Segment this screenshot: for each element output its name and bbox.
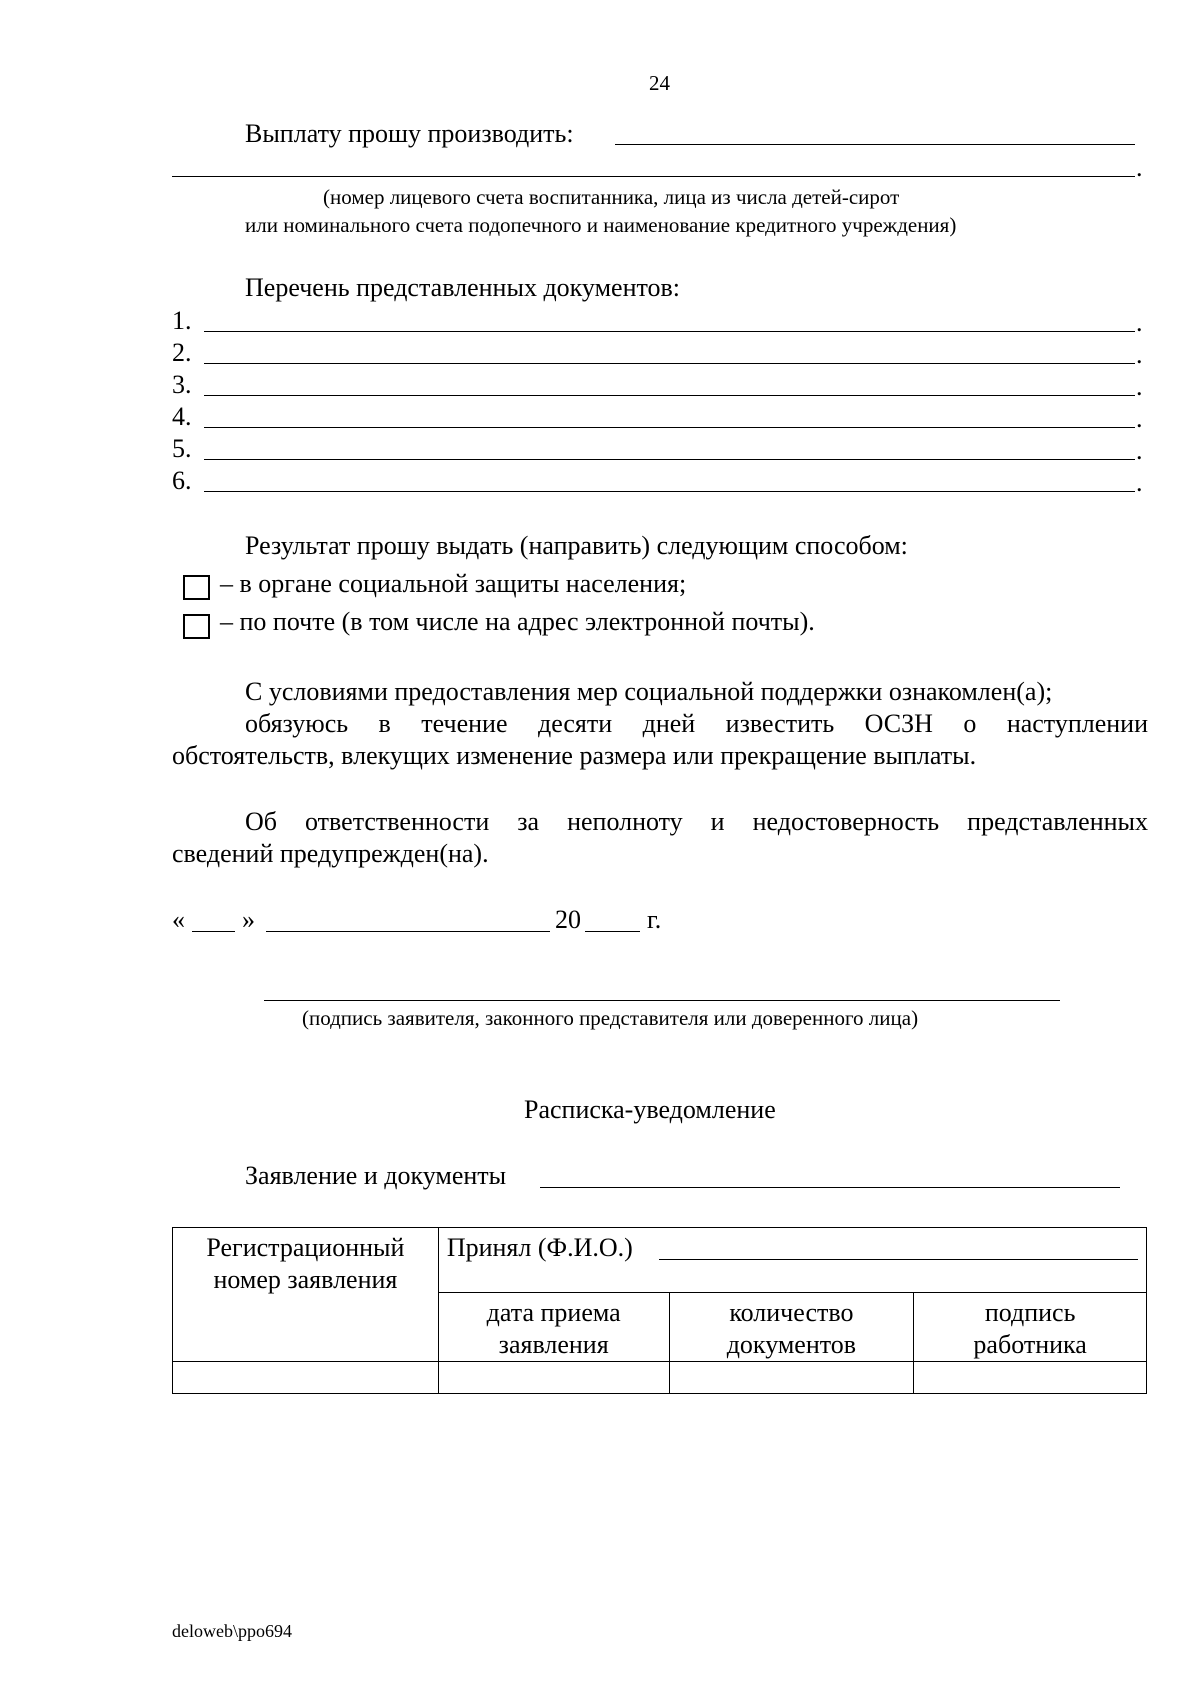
mail-option-checkbox[interactable]	[183, 614, 210, 639]
mail-option-label: – по почте (в том числе на адрес электронной почты).	[220, 607, 815, 636]
date-cell[interactable]	[438, 1362, 669, 1394]
date-close-quote: »	[242, 905, 255, 934]
line-end-dot: .	[1136, 372, 1143, 401]
accepted-cell	[438, 1228, 1146, 1293]
year-input-line[interactable]	[585, 931, 640, 932]
reg-number-header-line2: номер заявления	[213, 1265, 398, 1294]
sign-header-line2: работника	[973, 1330, 1087, 1359]
line-end-dot: .	[1136, 468, 1143, 497]
office-option-label: – в органе социальной защиты населения;	[220, 569, 687, 598]
document-item-number: 1.	[172, 306, 192, 335]
documents-title: Перечень представленных документов:	[245, 273, 681, 302]
result-title: Результат прошу выдать (направить) следующим способом:	[245, 531, 908, 560]
conditions-line1: С условиями предоставления мер социальной поддержки ознакомлен(а);	[245, 677, 1053, 706]
signature-input-line[interactable]	[264, 1000, 1060, 1001]
document-item-number: 5.	[172, 434, 192, 463]
accepted-label: Принял (Ф.И.О.)	[446, 1233, 633, 1262]
statement-label: Заявление и документы	[245, 1161, 507, 1190]
document-input-line[interactable]	[204, 491, 1135, 492]
page-number: 24	[649, 71, 670, 95]
line-end-dot: .	[1136, 340, 1143, 369]
document-input-line[interactable]	[204, 363, 1135, 364]
reg-number-header-cell	[173, 1228, 439, 1362]
month-input-line[interactable]	[266, 931, 550, 932]
footer-code: deloweb\ppo694	[172, 1621, 292, 1641]
date-header-line1: дата приема	[486, 1298, 621, 1327]
count-header-line2: документов	[726, 1330, 857, 1359]
year-suffix: г.	[647, 905, 662, 934]
line-end-dot: .	[1136, 308, 1143, 337]
receipt-title: Расписка-уведомление	[524, 1095, 776, 1124]
responsibility-line2: сведений предупрежден(на).	[172, 839, 489, 868]
conditions-line2: обязуюсь в течение десяти дней известить ОСЗН о наступлении	[245, 709, 1148, 738]
year-prefix: 20	[555, 905, 581, 934]
document-item-number: 2.	[172, 338, 192, 367]
line-end-dot: .	[1136, 153, 1143, 182]
document-input-line[interactable]	[204, 331, 1135, 332]
date-header-line2: заявления	[498, 1330, 609, 1359]
account-input-line[interactable]	[172, 176, 1135, 177]
reg-number-header-line1: Регистрационный	[206, 1233, 405, 1262]
payment-hint-line2: или номинального счета подопечного и наименование кредитного учреждения)	[245, 213, 957, 237]
line-end-dot: .	[1136, 436, 1143, 465]
office-option-checkbox[interactable]	[183, 575, 210, 600]
day-input-line[interactable]	[192, 931, 235, 932]
document-input-line[interactable]	[204, 427, 1135, 428]
reg-number-cell[interactable]	[173, 1362, 439, 1394]
accepted-name-input-line[interactable]	[659, 1259, 1138, 1260]
signature-hint: (подпись заявителя, законного представителя или доверенного лица)	[302, 1006, 919, 1030]
count-header-cell	[669, 1293, 914, 1362]
sign-cell[interactable]	[914, 1362, 1147, 1394]
payment-hint-line1: (номер лицевого счета воспитанника, лица из числа детей-сирот	[323, 185, 900, 209]
responsibility-line1: Об ответственности за неполноту и недостоверность представленных	[245, 807, 1148, 836]
conditions-line3: обстоятельств, влекущих изменение размера или прекращение выплаты.	[172, 741, 977, 770]
table-row	[173, 1362, 1147, 1394]
payment-input-line[interactable]	[615, 144, 1135, 145]
sign-header-line1: подпись	[984, 1298, 1076, 1327]
document-input-line[interactable]	[204, 395, 1135, 396]
registration-table	[172, 1227, 1147, 1394]
document-item-number: 6.	[172, 466, 192, 495]
statement-input-line[interactable]	[540, 1187, 1120, 1188]
count-cell[interactable]	[669, 1362, 914, 1394]
payment-label: Выплату прошу производить:	[245, 119, 574, 148]
date-open-quote: «	[172, 905, 185, 934]
document-input-line[interactable]	[204, 459, 1135, 460]
count-header-line1: количество	[729, 1298, 854, 1327]
sign-header-cell	[914, 1293, 1147, 1362]
date-header-cell	[438, 1293, 669, 1362]
document-item-number: 4.	[172, 402, 192, 431]
line-end-dot: .	[1136, 404, 1143, 433]
document-item-number: 3.	[172, 370, 192, 399]
